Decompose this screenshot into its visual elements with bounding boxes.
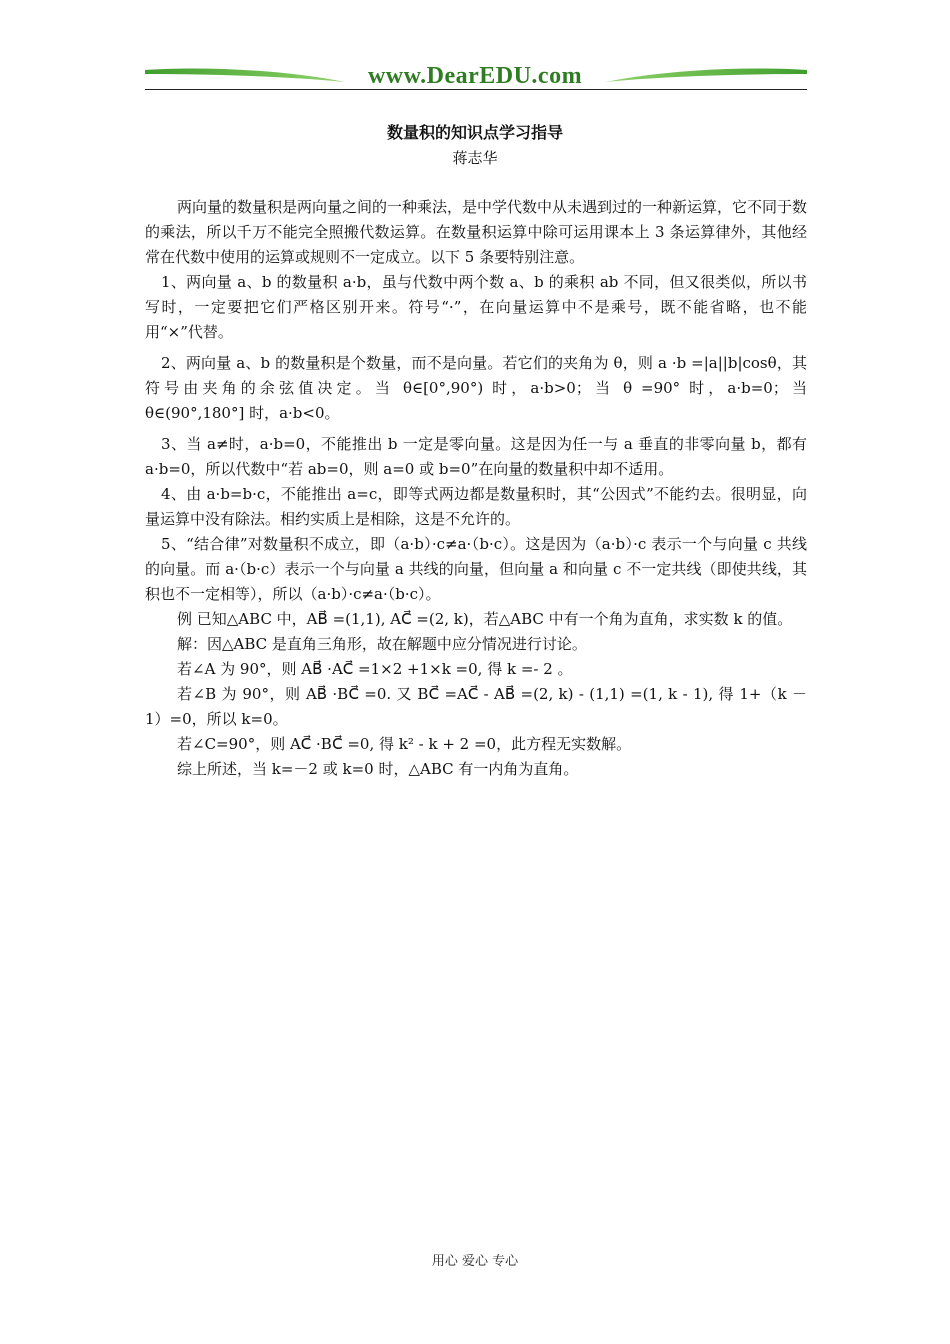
paragraph-example: 例 已知△ABC 中，AB⃗ =(1,1), AC⃗ =(2, k)，若△ABC 中有一个角为直角，求实数 k 的值。 — [177, 610, 793, 628]
paragraph-conclusion: 综上所述，当 k=－2 或 k=0 时，△ABC 有一内角为直角。 — [177, 760, 579, 778]
paragraph-rule-2: 2、两向量 a、b 的数量积是个数量，而不是向量。若它们的夹角为 θ，则 a ·b =|a||b|cosθ，其符号由夹角的余弦值决定。当 θ∈[0°,90°) 时，a·b>0；当 θ =90° 时，a·b=0；当 θ∈(90°,180°] 时，a·b<0。 — [145, 354, 807, 422]
page-footer: 用心 爱心 专心 — [431, 1254, 519, 1269]
author-name: 蒋志华 — [452, 149, 498, 167]
paragraph-case-c: 若∠C=90°，则 AC⃗ ·BC⃗ =0, 得 k² - k + 2 =0，此方程无实数解。 — [177, 735, 632, 753]
paragraph-rule-5: 5、“结合律”对数量积不成立，即（a·b）·c≠a·（b·c）。这是因为（a·b）·c 表示一个与向量 c 共线的向量。而 a·（b·c）表示一个与向量 a 共线的向量，但向量 a 和向量 c 不一定共线（即使共线，其积也不一定相等），所以（a·b）·c≠a·（b·c）。 — [145, 535, 807, 603]
paragraph-solution: 解：因△ABC 是直角三角形，故在解题中应分情况进行讨论。 — [177, 635, 587, 653]
header-divider — [145, 89, 807, 90]
paragraph-case-b: 若∠B 为 90°，则 AB⃗ ·BC⃗ =0. 又 BC⃗ =AC⃗ - AB⃗ =(2, k) - (1,1) =(1, k - 1), 得 1+（k －1）=0，所以 k=0。 — [145, 685, 807, 728]
article-body — [145, 195, 807, 782]
paragraph-rule-1: 1、两向量 a、b 的数量积 a·b，虽与代数中两个数 a、b 的乘积 ab 不同，但又很类似，所以书写时，一定要把它们严格区别开来。符号“·”，在向量运算中不是乘号，既不能省略，也不能用“×”代替。 — [145, 273, 807, 341]
paragraph-rule-3: 3、当 a≠时，a·b=0，不能推出 b 一定是零向量。这是因为任一与 a 垂直的非零向量 b，都有 a·b=0，所以代数中“若 ab=0，则 a=0 或 b=0”在向量的数量积中却不适用。 — [145, 435, 807, 478]
page-title: 数量积的知识点学习指导 — [386, 123, 563, 142]
paragraph-rule-4: 4、由 a·b=b·c，不能推出 a=c，即等式两边都是数量积时，其“公因式”不能约去。很明显，向量运算中没有除法。相约实质上是相除，这是不允许的。 — [145, 485, 807, 528]
paragraph-intro: 两向量的数量积是两向量之间的一种乘法，是中学代数中从未遇到过的一种新运算，它不同于数的乘法，所以千万不能完全照搬代数运算。在数量积运算中除可运用课本上 3 条运算律外，其他经常在代数中使用的运算或规则不一定成立。以下 5 条要特别注意。 — [145, 198, 808, 266]
paragraph-case-a: 若∠A 为 90°，则 AB⃗ ·AC⃗ =1×2 +1×k =0, 得 k =- 2 。 — [177, 660, 573, 678]
site-logo-text: www.DearEDU.com — [367, 63, 583, 89]
